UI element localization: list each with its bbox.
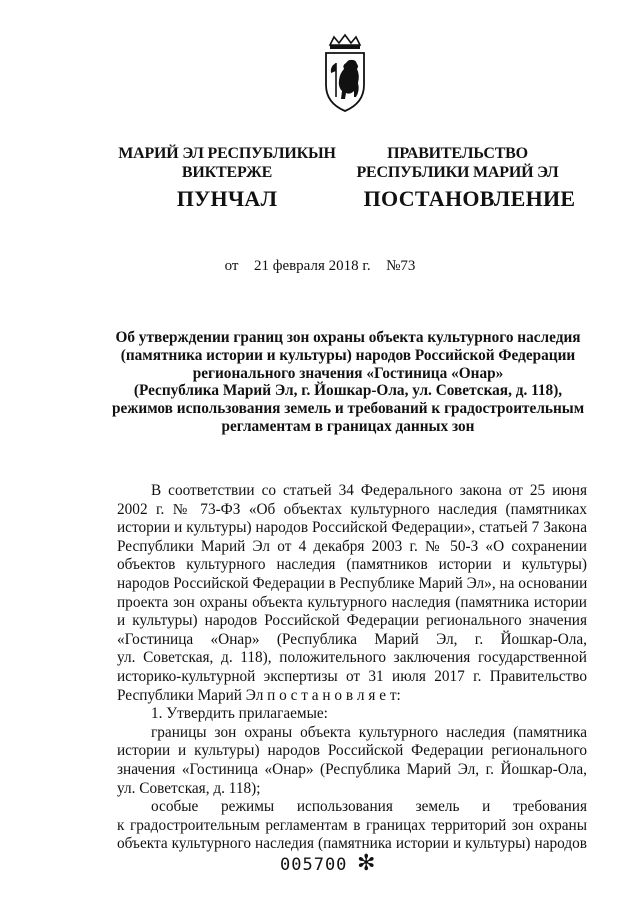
serial-number: 005700	[280, 855, 348, 875]
subject-line: регламентам в границах данных зон	[221, 417, 475, 435]
header-left-org	[108, 144, 346, 182]
subject-line: Об утверждении границ зон охраны объекта культурного наследия	[115, 329, 581, 346]
subject-line: (памятника истории и культуры) народов Российской Федерации	[120, 346, 576, 364]
header-right-org	[355, 144, 560, 182]
body-line: Республики Марий Эл от 4 декабря 2003 г. № 50-З «О сохранении	[117, 537, 587, 555]
body-line: В соответствии со статьей 34 Федерального закона от 25 июня	[151, 482, 587, 499]
body-line: истории и культуры) народов Российской Федерации», статьей 7 Закона	[117, 519, 587, 537]
body-line: к градостроительным регламентам в границах территорий зон охраны	[117, 816, 587, 834]
dateline-day: 21	[253, 258, 269, 274]
dateline-prefix: от	[224, 258, 239, 274]
body-line: проекта зон охраны объекта культурного наследия (памятника истории	[117, 593, 587, 611]
body-line: ул. Советская, д. 118), положительного заключения государственной	[117, 649, 587, 667]
body-line: объекта культурного наследия (памятника истории и культуры) народов	[117, 835, 587, 853]
body-line: объектов культурного наследия (памятников истории и культуры)	[117, 556, 587, 574]
body-line: «Гостиница «Онар» (Республика Марий Эл, г. Йошкар-Ола,	[117, 630, 587, 648]
subject-line: (Республика Марий Эл, г. Йошкар-Ола, ул. Советская, д. 118),	[133, 382, 563, 400]
body-line: историко-культурной экспертизы от 31 июля 2017 г. Правительство	[117, 667, 587, 685]
body-line: истории и культуры) народов Российской Федерации регионального	[117, 742, 587, 760]
body-line: 1. Утвердить прилагаемые:	[151, 705, 328, 723]
asterisk-mark-icon: ✻	[357, 850, 376, 875]
body-line: ул. Советская, д. 118);	[117, 779, 261, 797]
coat-of-arms-icon	[320, 33, 370, 113]
header-left-line1: МАРИЙ ЭЛ РЕСПУБЛИКЫН	[118, 145, 336, 162]
body-line: народов Российской Федерации в Республике Марий Эл», на основании	[117, 574, 588, 592]
document-dateline	[0, 258, 640, 275]
body-line: особые режимы использования земель и требования	[151, 798, 587, 816]
dateline-number: 73	[400, 258, 416, 274]
document-body	[117, 482, 587, 854]
subject-line: регионального значения «Гостиница «Онар»	[192, 364, 504, 382]
body-line: Республики Марий Эл п о с т а н о в л я е т:	[117, 686, 401, 704]
body-line: и культуры) народов Российской Федерации регионального значения	[117, 612, 587, 630]
header-right-title: ПОСТАНОВЛЕНИЕ	[363, 186, 576, 211]
document-subject	[112, 329, 584, 436]
body-line: границы зон охраны объекта культурного наследия (памятника	[151, 723, 587, 741]
subject-line: режимов использования земель и требований к градостроительным	[112, 400, 585, 418]
body-line: значения «Гостиница «Онар» (Республика Марий Эл, г. Йошкар-Ола,	[117, 760, 587, 778]
header-right-line1: ПРАВИТЕЛЬСТВО	[387, 145, 528, 162]
header-left-title: ПУНЧАЛ	[176, 186, 278, 211]
header-right-line2: РЕСПУБЛИКИ МАРИЙ ЭЛ	[356, 164, 559, 181]
header-left-line2: ВИКТЕРЖЕ	[181, 164, 273, 181]
body-line: 2002 г. № 73-ФЗ «Об объектах культурного наследия (памятниках	[117, 500, 587, 518]
dateline-month-year: февраля 2018 г.	[272, 258, 371, 274]
dateline-number-label: №	[386, 258, 401, 274]
